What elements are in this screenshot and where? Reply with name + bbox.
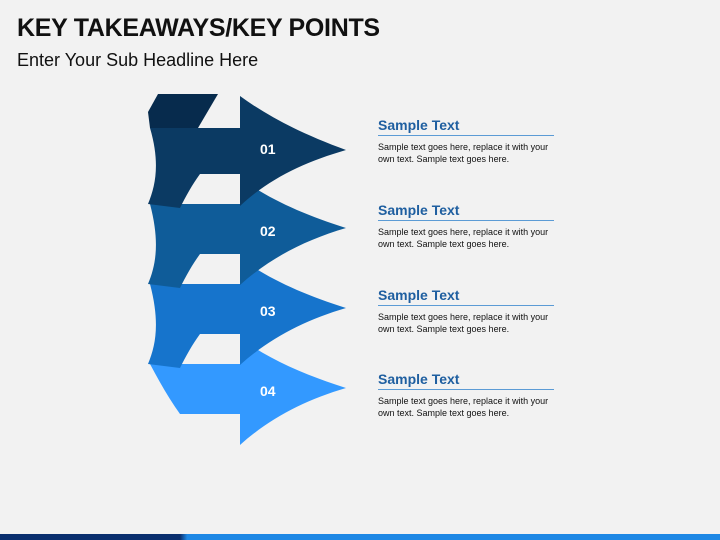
- key-point-body: Sample text goes here, replace it with your own text. Sample text goes here.: [378, 142, 549, 164]
- arrow-top-tab: [148, 94, 218, 128]
- key-point-heading: Sample Text: [378, 202, 554, 221]
- key-point-body: Sample text goes here, replace it with your own text. Sample text goes here.: [378, 227, 549, 249]
- step-number-04: 04: [260, 383, 276, 399]
- key-point-01: [378, 117, 554, 165]
- step-number-03: 03: [260, 303, 276, 319]
- key-point-02: [378, 202, 554, 250]
- slide-subtitle: Enter Your Sub Headline Here: [17, 50, 259, 70]
- key-point-03: [378, 287, 554, 335]
- key-point-heading: Sample Text: [378, 117, 554, 136]
- key-point-heading: Sample Text: [378, 371, 554, 390]
- key-point-heading: Sample Text: [378, 287, 554, 306]
- step-number-01: 01: [260, 141, 276, 157]
- key-point-body: Sample text goes here, replace it with your own text. Sample text goes here.: [378, 312, 549, 334]
- key-point-04: [378, 371, 554, 419]
- slide-title: KEY TAKEAWAYS/KEY POINTS: [17, 14, 380, 42]
- bottom-accent-bar: [0, 534, 720, 540]
- step-number-02: 02: [260, 223, 276, 239]
- key-point-body: Sample text goes here, replace it with your own text. Sample text goes here.: [378, 396, 549, 418]
